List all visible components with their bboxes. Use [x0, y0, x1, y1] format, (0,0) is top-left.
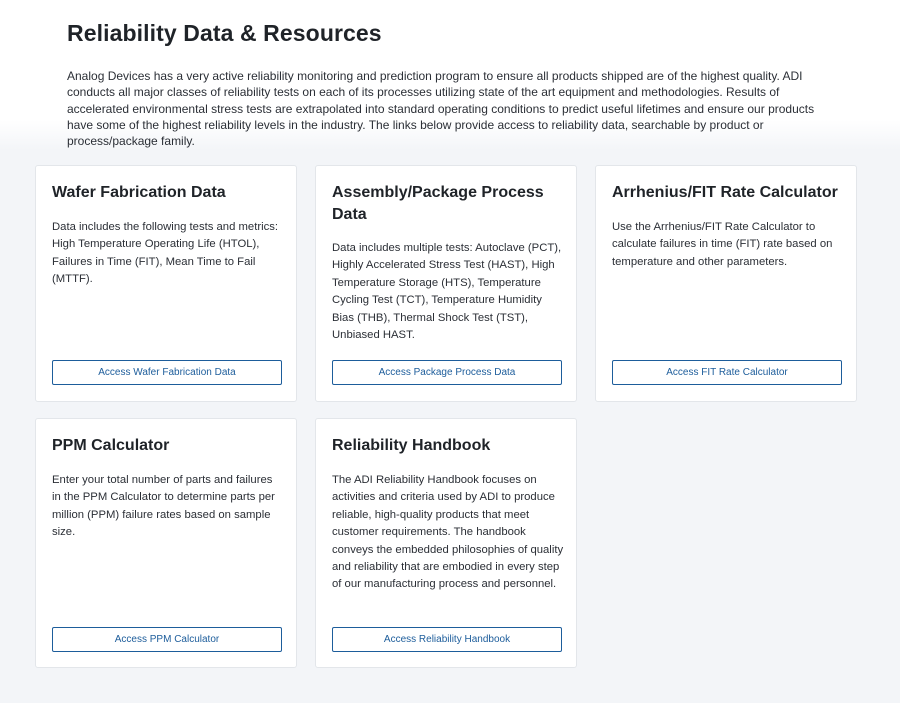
card-arrhenius-fit-calculator	[595, 165, 857, 402]
access-ppm-calculator-button[interactable]: Access PPM Calculator	[52, 627, 282, 652]
card-assembly-package-process	[315, 165, 577, 402]
access-wafer-fabrication-data-button[interactable]: Access Wafer Fabrication Data	[52, 360, 282, 385]
card-title: PPM Calculator	[52, 437, 170, 454]
card-description: The ADI Reliability Handbook focuses on activities and criteria used by ADI to produce reliable, high-quality products that meet customer requirements. The handbook conveys the embedded philosophies of quality and reliability that are embodied in every step of our manufacturing process and personnel.	[332, 474, 564, 591]
card-description: Enter your total number of parts and failures in the PPM Calculator to determine parts per million (PPM) failure rates based on sample size.	[52, 474, 275, 539]
card-ppm-calculator	[35, 418, 297, 668]
card-reliability-handbook	[315, 418, 577, 668]
card-title: Reliability Handbook	[332, 437, 491, 454]
card-wafer-fabrication	[35, 165, 297, 402]
intro-paragraph: Analog Devices has a very active reliability monitoring and prediction program to ensure all products shipped are of the highest quality. ADI conducts all major classes of reliability tests on each of its processes utilizing state of the art equipment and methodologies. Results of accelerated environmental stress tests are extrapolated into standard operating conditions to predict useful lifetimes and ensure our products have some of the highest reliability levels in the industry. The links below provide access to reliability data, searchable by product or process/package family.	[67, 69, 815, 149]
card-description: Data includes multiple tests: Autoclave (PCT), Highly Accelerated Stress Test (HAST), High Temperature Storage (HTS), Temperature Cycling Test (TCT), Temperature Humidity Bias (THB), Thermal Shock Test (TST), Unbiased HAST.	[332, 242, 562, 342]
page-title: Reliability Data & Resources	[67, 20, 382, 46]
access-reliability-handbook-button[interactable]: Access Reliability Handbook	[332, 627, 562, 652]
access-fit-rate-calculator-button[interactable]: Access FIT Rate Calculator	[612, 360, 842, 385]
card-description: Use the Arrhenius/FIT Rate Calculator to calculate failures in time (FIT) rate based on temperature and other parameters.	[612, 221, 833, 268]
card-title: Assembly/Package Process Data	[332, 184, 544, 223]
card-title: Wafer Fabrication Data	[52, 184, 226, 201]
card-description: Data includes the following tests and metrics: High Temperature Operating Life (HTOL), Failures in Time (FIT), Mean Time to Fail (MTTF).	[52, 221, 279, 286]
access-package-process-data-button[interactable]: Access Package Process Data	[332, 360, 562, 385]
card-title: Arrhenius/FIT Rate Calculator	[612, 184, 838, 201]
